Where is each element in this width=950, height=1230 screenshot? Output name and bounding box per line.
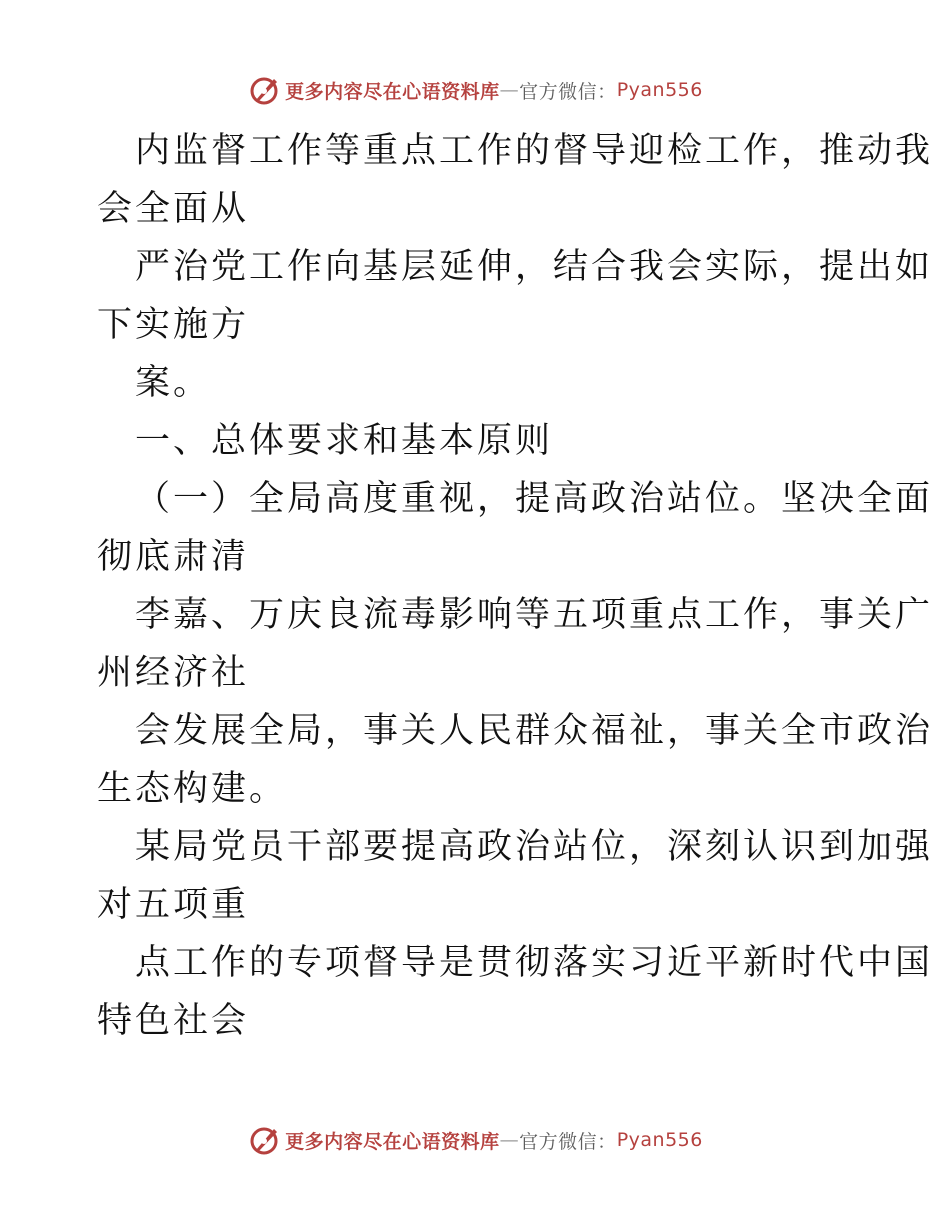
quill-logo-icon <box>247 73 281 107</box>
header-dash: — <box>499 79 520 101</box>
header-wechat-id: Pyan556 <box>616 79 703 101</box>
header-watermark <box>0 70 950 110</box>
quill-logo-icon <box>247 1123 281 1157</box>
body-line-3: 严治党工作向基层延伸，结合我会实际，提出如 <box>135 247 934 287</box>
body-line-9: 李嘉、万庆良流毒影响等五项重点工作，事关广 <box>135 595 934 635</box>
header-site-name: 更多内容尽在心语资料库 <box>285 80 500 103</box>
footer-wechat-label: 官方微信： <box>519 1130 617 1153</box>
body-line-10: 州经济社 <box>97 653 250 693</box>
body-line-14: 对五项重 <box>97 885 250 925</box>
body-line-12: 生态构建。 <box>97 769 288 809</box>
header-wechat-label: 官方微信： <box>519 80 617 103</box>
body-line-7: （一）全局高度重视，提高政治站位。坚决全面 <box>135 479 934 519</box>
body-line-8: 彻底肃清 <box>97 537 250 577</box>
body-line-11: 会发展全局，事关人民群众福祉，事关全市政治 <box>135 711 934 751</box>
body-line-1: 内监督工作等重点工作的督导迎检工作，推动我 <box>135 131 934 171</box>
document-body <box>97 122 934 1050</box>
footer-watermark <box>0 1120 950 1160</box>
body-line-4: 下实施方 <box>97 305 250 345</box>
footer-dash: — <box>499 1129 520 1151</box>
body-line-2: 会全面从 <box>97 189 250 229</box>
body-line-5: 案。 <box>135 363 212 403</box>
body-line-15: 点工作的专项督导是贯彻落实习近平新时代中国 <box>135 943 934 983</box>
section-heading: 一、总体要求和基本原则 <box>135 421 554 461</box>
footer-site-name: 更多内容尽在心语资料库 <box>285 1130 500 1153</box>
body-line-13: 某局党员干部要提高政治站位，深刻认识到加强 <box>135 827 934 867</box>
footer-wechat-id: Pyan556 <box>616 1129 703 1151</box>
body-line-16: 特色社会 <box>97 1001 250 1041</box>
